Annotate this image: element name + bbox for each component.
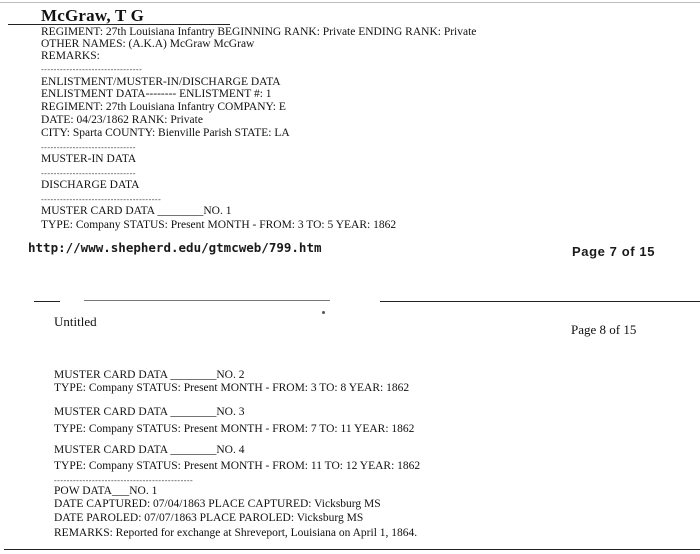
page-break-rule — [34, 301, 60, 302]
muster-in-heading: MUSTER-IN DATA — [41, 153, 137, 165]
separator-dashes: -------------------------------- — [41, 65, 143, 74]
page-break-rule — [84, 300, 330, 301]
muster-card-4-type: TYPE: Company STATUS: Present MONTH - FROM: 11 TO: 12 YEAR: 1862 — [54, 460, 421, 472]
enlistment-heading: ENLISTMENT/MUSTER-IN/DISCHARGE DATA — [41, 76, 281, 88]
muster-card-3-type: TYPE: Company STATUS: Present MONTH - FROM: 7 TO: 11 YEAR: 1862 — [54, 423, 415, 435]
pow-data-heading: POW DATA___NO. 1 — [54, 485, 158, 497]
separator-dashes: -------------------------------------------- — [54, 476, 194, 485]
muster-card-2: MUSTER CARD DATA ________NO. 2 — [54, 369, 245, 381]
city-county-line: CITY: Sparta COUNTY: Bienville Parish STATE: LA — [41, 127, 290, 139]
soldier-name: McGraw, T G — [41, 6, 145, 25]
remarks-line: REMARKS: — [41, 50, 100, 62]
muster-card-1: MUSTER CARD DATA ________NO. 1 — [41, 205, 232, 217]
date-captured-line: DATE CAPTURED: 07/04/1863 PLACE CAPTURED: Vicksburg MS — [54, 498, 381, 510]
muster-card-3: MUSTER CARD DATA ________NO. 3 — [54, 406, 245, 418]
page-break-rule — [380, 301, 700, 302]
date-paroled-line: DATE PAROLED: 07/07/1863 PLACE PAROLED: Vicksburg MS — [54, 512, 364, 524]
discharge-heading: DISCHARGE DATA — [41, 179, 140, 191]
scan-speck — [322, 311, 325, 314]
top-edge-rule — [0, 2, 700, 3]
muster-card-1-type: TYPE: Company STATUS: Present MONTH - FROM: 3 TO: 5 YEAR: 1862 — [41, 219, 397, 231]
bottom-edge-rule — [4, 549, 700, 550]
page-number-top: Page 7 of 15 — [572, 244, 656, 259]
muster-card-2-type: TYPE: Company STATUS: Present MONTH - FROM: 3 TO: 8 YEAR: 1862 — [54, 382, 410, 394]
date-rank-line: DATE: 04/23/1862 RANK: Private — [41, 114, 203, 126]
muster-card-4: MUSTER CARD DATA ________NO. 4 — [54, 444, 245, 456]
pow-remarks-line: REMARKS: Reported for exchange at Shreveport, Louisiana on April 1, 1864. — [54, 527, 418, 539]
page-number-bottom: Page 8 of 15 — [571, 322, 637, 337]
name-underline — [8, 24, 230, 25]
separator-dashes: ------------------------------ — [41, 169, 136, 178]
enlistment-data-line: ENLISTMENT DATA-------- ENLISTMENT #: 1 — [41, 88, 272, 100]
regiment-rank-line: REGIMENT: 27th Louisiana Infantry BEGINNING RANK: Private ENDING RANK: Private — [41, 26, 477, 38]
page-header-title: Untitled — [54, 314, 97, 329]
other-names-line: OTHER NAMES: (A.K.A) McGraw McGraw — [41, 38, 255, 50]
regiment-company-line: REGIMENT: 27th Louisiana Infantry COMPANY: E — [41, 101, 286, 113]
separator-dashes: ------------------------------ — [41, 143, 136, 152]
source-url: http://www.shepherd.edu/gtmcweb/799.htm — [28, 240, 322, 255]
separator-dashes: -------------------------------------- — [41, 195, 162, 204]
